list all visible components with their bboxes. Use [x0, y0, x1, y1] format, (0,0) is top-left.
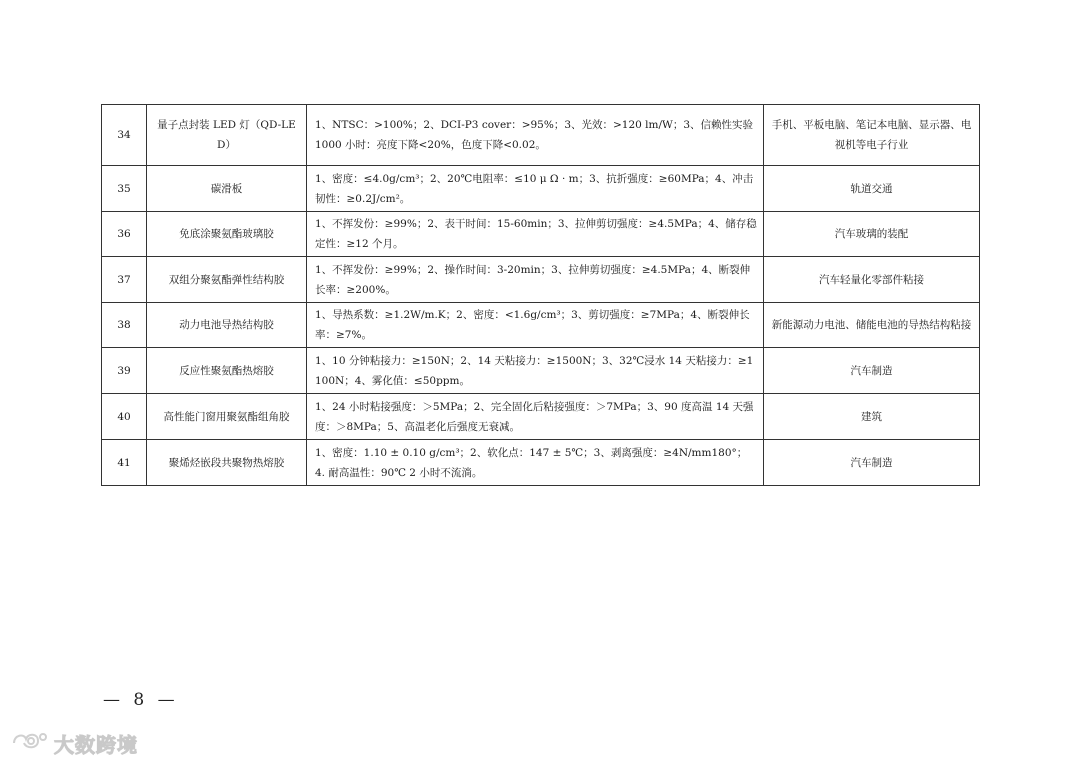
- product-spec: 1、10 分钟粘接力：≥150N；2、14 天粘接力：≥1500N；3、32℃浸水 14 天粘接力：≥1100N；4、雾化值：≤50ppm。: [307, 348, 764, 394]
- product-name: 免底涂聚氨酯玻璃胶: [147, 212, 307, 257]
- application-field: 汽车制造: [764, 440, 980, 486]
- product-spec-table: [101, 104, 980, 486]
- watermark: [10, 728, 138, 758]
- row-number: 39: [102, 348, 147, 394]
- row-number: 34: [102, 105, 147, 166]
- application-field: 建筑: [764, 394, 980, 440]
- product-spec: 1、密度：≤4.0g/cm³；2、20℃电阻率：≤10 μ Ω · m；3、抗折强度：≥60MPa；4、冲击韧性：≥0.2J/cm²。: [307, 166, 764, 212]
- watermark-text: 大数跨境: [54, 732, 138, 757]
- product-name: 双组分聚氨酯弹性结构胶: [147, 257, 307, 303]
- page-number: — 8 —: [103, 690, 179, 710]
- application-field: 汽车玻璃的装配: [764, 212, 980, 257]
- watermark-logo-icon: [10, 729, 50, 757]
- product-spec: 1、NTSC：>100%；2、DCI-P3 cover：>95%；3、光效：>120 lm/W；3、信赖性实验 1000 小时：亮度下降<20%，色度下降<0.02。: [307, 105, 764, 166]
- row-number: 41: [102, 440, 147, 486]
- table-row: [102, 257, 980, 303]
- product-spec: 1、24 小时粘接强度：＞5MPa；2、完全固化后粘接强度：＞7MPa；3、90 度高温 14 天强度：＞8MPa；5、高温老化后强度无衰减。: [307, 394, 764, 440]
- table-row: [102, 348, 980, 394]
- row-number: 37: [102, 257, 147, 303]
- application-field: 手机、平板电脑、笔记本电脑、显示器、电视机等电子行业: [764, 105, 980, 166]
- table-row: [102, 394, 980, 440]
- product-name: 反应性聚氨酯热熔胶: [147, 348, 307, 394]
- table-row: [102, 166, 980, 212]
- product-name: 碳滑板: [147, 166, 307, 212]
- product-spec: 1、密度：1.10 ± 0.10 g/cm³；2、软化点：147 ± 5℃；3、剥离强度：≥4N/mm180°；4. 耐高温性：90℃ 2 小时不流淌。: [307, 440, 764, 486]
- application-field: 汽车制造: [764, 348, 980, 394]
- row-number: 35: [102, 166, 147, 212]
- product-name: 动力电池导热结构胶: [147, 303, 307, 348]
- row-number: 40: [102, 394, 147, 440]
- table-row: [102, 105, 980, 166]
- table-row: [102, 440, 980, 486]
- product-spec: 1、导热系数：≥1.2W/m.K；2、密度：<1.6g/cm³；3、剪切强度：≥7MPa；4、断裂伸长率：≥7%。: [307, 303, 764, 348]
- table-row: [102, 212, 980, 257]
- application-field: 汽车轻量化零部件粘接: [764, 257, 980, 303]
- product-name: 聚烯烃嵌段共聚物热熔胶: [147, 440, 307, 486]
- row-number: 38: [102, 303, 147, 348]
- application-field: 新能源动力电池、储能电池的导热结构粘接: [764, 303, 980, 348]
- product-name: 高性能门窗用聚氨酯组角胶: [147, 394, 307, 440]
- application-field: 轨道交通: [764, 166, 980, 212]
- product-spec: 1、不挥发份：≥99%；2、表干时间：15-60min；3、拉伸剪切强度：≥4.5MPa；4、储存稳定性：≥12 个月。: [307, 212, 764, 257]
- product-spec: 1、不挥发份：≥99%；2、操作时间：3-20min；3、拉伸剪切强度：≥4.5MPa；4、断裂伸长率：≥200%。: [307, 257, 764, 303]
- row-number: 36: [102, 212, 147, 257]
- product-name: 量子点封装 LED 灯（QD-LED）: [147, 105, 307, 166]
- table-row: [102, 303, 980, 348]
